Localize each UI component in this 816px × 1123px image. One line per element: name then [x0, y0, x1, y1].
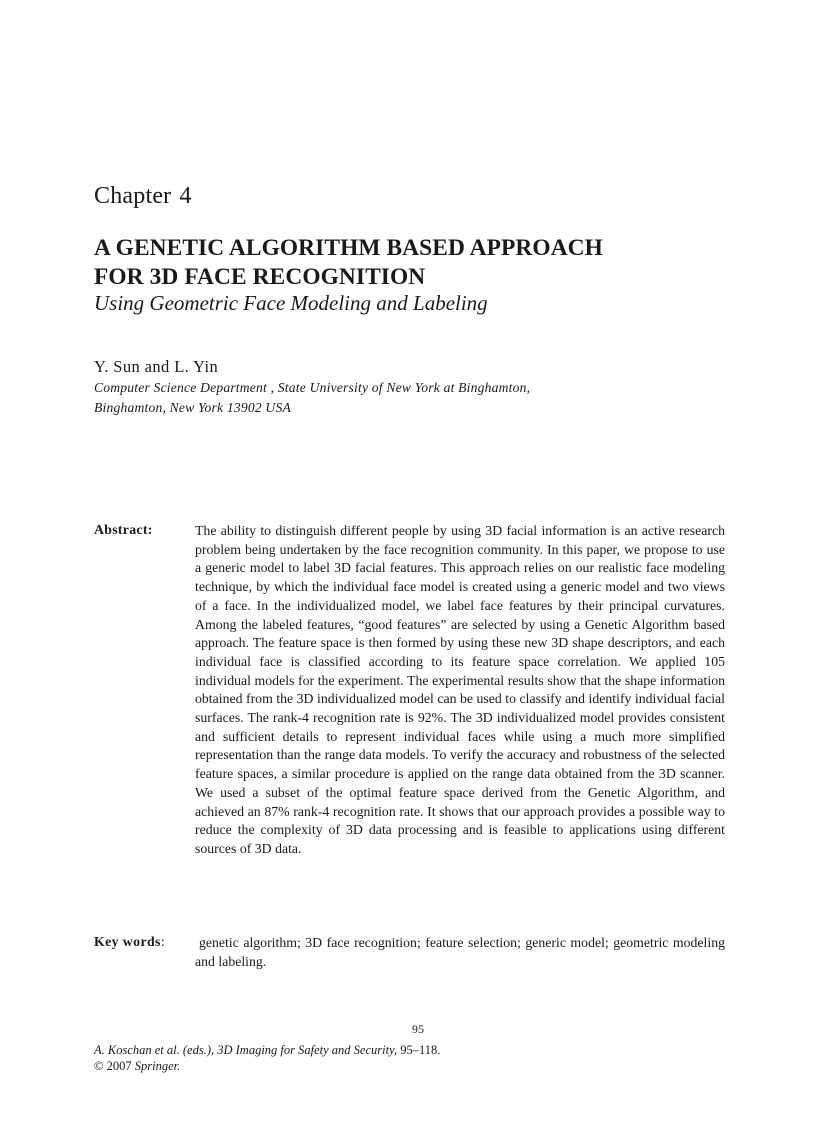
keywords-label-text: Key words [94, 934, 161, 949]
keywords-separator: : [160, 934, 166, 949]
copyright-line [94, 1058, 440, 1074]
paper-title [94, 234, 603, 292]
authors: Y. Sun and L. Yin [94, 357, 219, 376]
publisher: Springer. [134, 1059, 181, 1073]
abstract-text: The ability to distinguish different people by using 3D facial information is an active research problem being undertaken by the face recognition community. In this paper, we propose to use a generic model to label 3D facial features. This approach relies on our realistic face modeling technique, by which the individual face model is created using a generic model and two views of a face. In the individualized model, we label face features by their principal curvatures. Among the labeled features, “good features” are selected by using a Genetic Algorithm based approach. The feature space is then formed by using these new 3D shape descriptors, and each individual face is classified according to its feature space correlation. We applied 105 individual models for the experiment. The experimental results show that the shape information obtained from the 3D individualized model can be used to classify and identify individual facial surfaces. The rank-4 recognition rate is 92%. The 3D individualized model provides consistent and sufficient details to represent individual faces while using a much more simplified representation than the range data models. To verify the accuracy and robustness of the selected feature spaces, a similar procedure is applied on the range data obtained from the 3D scanner. We used a subset of the optimal feature space derived from the Genetic Algorithm, and achieved an 87% rank-4 recognition rate. It shows that our approach provides a possible way to reduce the complexity of 3D data processing and is feasible to applications using different sources of 3D data. [195, 523, 725, 856]
abstract-label: Abstract: [94, 522, 153, 537]
paper-subtitle: Using Geometric Face Modeling and Labeling [94, 291, 488, 315]
title-line-1: A GENETIC ALGORITHM BASED APPROACH [94, 235, 603, 261]
citation-editors: A. Koschan et al. (eds.), 3D Imaging for Safety and Security, [94, 1043, 398, 1057]
chapter-label: Chapter [94, 183, 172, 209]
chapter-number: 4 [179, 183, 192, 209]
title-line-2: FOR 3D FACE RECOGNITION [94, 264, 426, 290]
keywords-label [94, 934, 165, 950]
keywords-text: genetic algorithm; 3D face recognition; feature selection; generic model; geometric modeling and labeling. [195, 935, 725, 969]
citation-footer [94, 1042, 440, 1074]
citation-pages: 95–118. [397, 1043, 441, 1057]
affiliation [94, 378, 530, 418]
copyright: © 2007 [94, 1059, 132, 1073]
citation-line [94, 1042, 440, 1058]
affiliation-line-2: Binghamton, New York 13902 USA [94, 400, 291, 415]
page-number: 95 [412, 1022, 424, 1036]
chapter-heading [94, 183, 192, 210]
affiliation-line-1: Computer Science Department , State University of New York at Binghamton, [94, 380, 531, 395]
